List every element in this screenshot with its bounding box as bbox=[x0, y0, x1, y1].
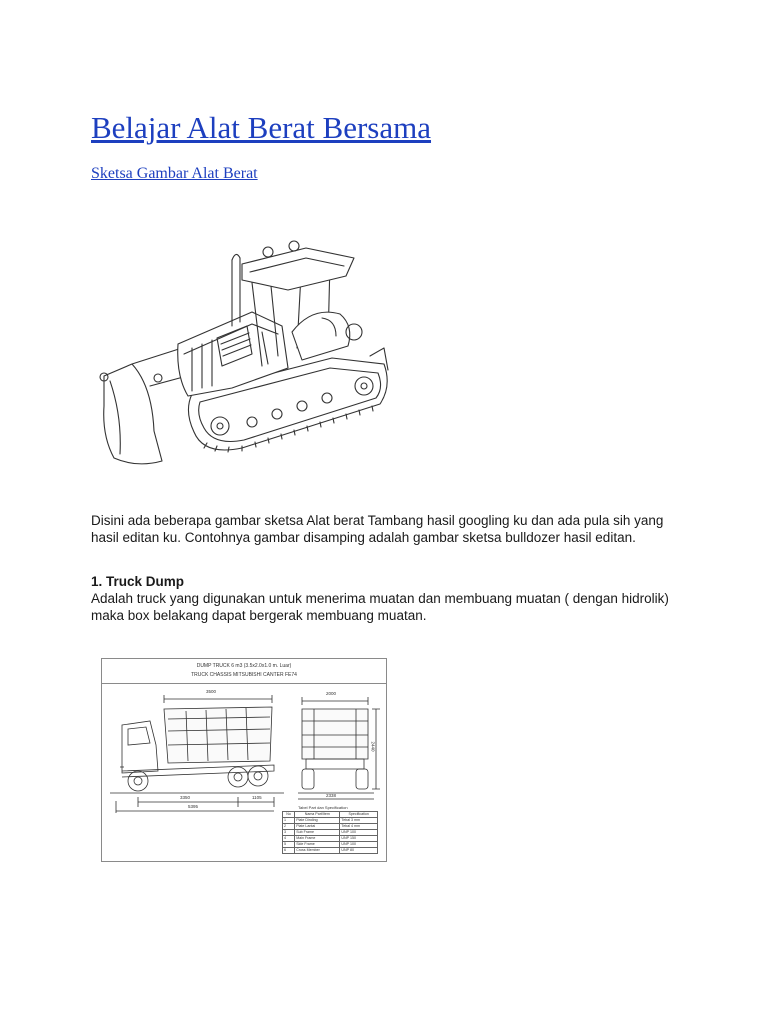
cell-part: Side Frame bbox=[295, 842, 340, 848]
section-heading: 1. Truck Dump bbox=[91, 574, 185, 589]
cell-spec: UNP 100 bbox=[340, 830, 378, 836]
cell-no: 4 bbox=[283, 836, 295, 842]
intro-paragraph: Disini ada beberapa gambar sketsa Alat berat Tambang hasil googling ku dan ada pula sih yang hasil editan ku. Contohnya gambar disamping adalah gambar sketsa bulldozer hasil editan. bbox=[91, 513, 664, 545]
section-paragraph: Adalah truck yang digunakan untuk menerima muatan dan membuang muatan ( dengan hidrolik) maka box belakang dapat bergerak membuang muatan. bbox=[91, 591, 669, 623]
drawing-title-line2: TRUCK CHASSIS MITSUBISHI CANTER FE74 bbox=[191, 672, 297, 678]
cell-part: Cross Member bbox=[295, 848, 340, 854]
cell-part: Main Frame bbox=[295, 836, 340, 842]
page-title-link[interactable]: Belajar Alat Berat Bersama bbox=[91, 110, 432, 145]
table-row bbox=[283, 848, 378, 854]
cell-spec: Tebal 3 mm bbox=[340, 818, 378, 824]
dim-overall-width: 2338 bbox=[326, 793, 337, 798]
bulldozer-sketch-image bbox=[92, 236, 392, 468]
cell-part: Sub Frame bbox=[295, 830, 340, 836]
drawing-title-line1: DUMP TRUCK 6 m3 (3.5x2.0x1.0 m. Luar) bbox=[196, 663, 292, 669]
cell-part: Plate Dinding bbox=[295, 818, 340, 824]
cell-spec: UNP 100 bbox=[340, 842, 378, 848]
dim-height: 2440 bbox=[370, 741, 376, 752]
cell-no: 6 bbox=[283, 848, 295, 854]
dim-box-length: 3500 bbox=[206, 689, 217, 694]
dim-box-width: 2000 bbox=[326, 691, 337, 696]
spec-col-part: Nama Part/Item bbox=[295, 812, 340, 818]
cell-spec: Tebal 4 mm bbox=[340, 824, 378, 830]
dim-overall-length: 5395 bbox=[188, 804, 199, 809]
spec-col-no: No bbox=[283, 812, 295, 818]
cell-part: Plate Lantai bbox=[295, 824, 340, 830]
cell-spec: UNP 80 bbox=[340, 848, 378, 854]
dump-truck-drawing bbox=[101, 658, 387, 862]
dim-wheelbase: 3350 bbox=[180, 795, 191, 800]
cell-no: 2 bbox=[283, 824, 295, 830]
cell-no: 1 bbox=[283, 818, 295, 824]
cell-spec: UNP 150 bbox=[340, 836, 378, 842]
post-title-link[interactable]: Sketsa Gambar Alat Berat bbox=[91, 165, 258, 182]
spec-col-spec: Specification bbox=[340, 812, 378, 818]
spec-table bbox=[282, 811, 378, 854]
spec-table-caption: Tabel Part dan Specification bbox=[298, 805, 348, 810]
cell-no: 5 bbox=[283, 842, 295, 848]
cell-no: 3 bbox=[283, 830, 295, 836]
dim-rear-overhang: 1105 bbox=[252, 795, 262, 800]
